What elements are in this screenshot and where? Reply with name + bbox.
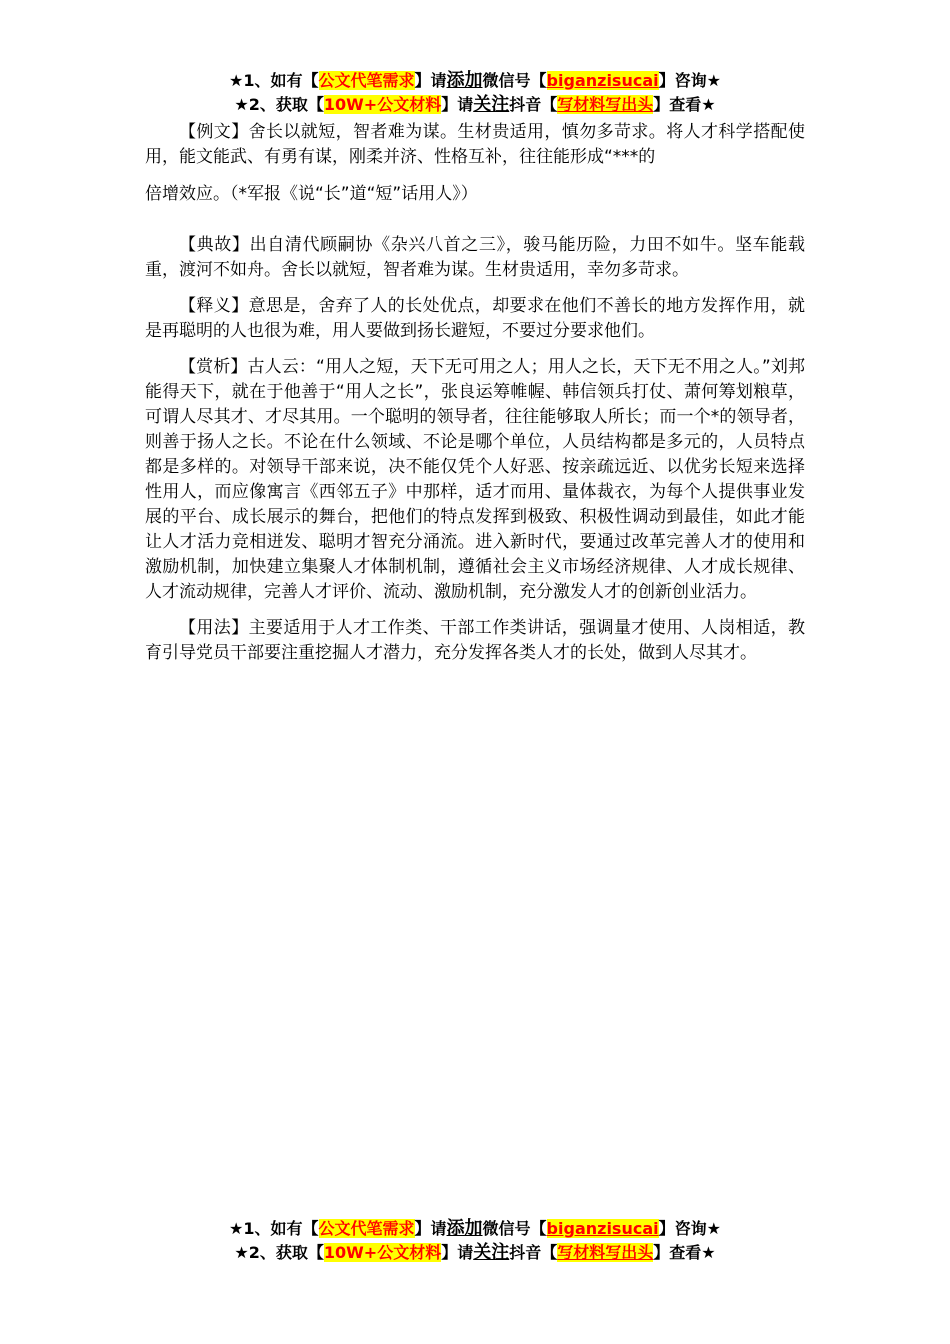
banner-text: 】查看★ bbox=[653, 1243, 716, 1262]
highlight-wechat-id: biganzisucai bbox=[546, 1219, 659, 1238]
emphasis-follow: 关注 bbox=[473, 94, 510, 115]
banner-text: 】请 bbox=[441, 95, 474, 114]
banner-text: ★2、获取【 bbox=[234, 95, 324, 114]
emphasis-add: 添加 bbox=[446, 70, 483, 91]
highlight-materials: 10W+公文材料 bbox=[323, 1243, 442, 1262]
highlight-douyin-account: 写材料写出头 bbox=[557, 1243, 654, 1262]
header-banner bbox=[0, 69, 950, 117]
paragraph-meaning: 【释义】意思是，舍弃了人的长处优点，却要求在他们不善长的地方发挥作用，就是再聪明的人也很为难，用人要做到扬长避短，不要过分要求他们。 bbox=[145, 296, 805, 341]
banner-line-2 bbox=[0, 93, 950, 117]
paragraph-source: 【典故】出自清代顾嗣协《杂兴八首之三》，骏马能历险，力田不如牛。坚车能载重，渡河不如舟。舍长以就短，智者难为谋。生材贵适用，幸勿多苛求。 bbox=[145, 235, 805, 280]
banner-text: 抖音【 bbox=[509, 1243, 558, 1262]
emphasis-add: 添加 bbox=[446, 1218, 483, 1239]
emphasis-follow: 关注 bbox=[473, 1242, 510, 1263]
highlight-service: 公文代笔需求 bbox=[318, 1219, 415, 1238]
footer-banner bbox=[0, 1217, 950, 1265]
banner-line-1 bbox=[0, 69, 950, 93]
banner-text: 抖音【 bbox=[509, 95, 558, 114]
banner-text: 】请 bbox=[414, 1219, 447, 1238]
banner-text: 】咨询★ bbox=[658, 71, 721, 90]
paragraph-example bbox=[145, 120, 805, 207]
highlight-wechat-id: biganzisucai bbox=[546, 71, 659, 90]
paragraph-usage: 【用法】主要适用于人才工作类、干部工作类讲话，强调量才使用、人岗相适，教育引导党员干部要注重挖掘人才潜力，充分发挥各类人才的长处，做到人尽其才。 bbox=[145, 618, 805, 663]
banner-text: 】咨询★ bbox=[658, 1219, 721, 1238]
example-text: 【例文】舍长以就短，智者难为谋。生材贵适用，慎勿多苛求。将人才科学搭配使用，能文能武、有勇有谋，刚柔并济、性格互补，往往能形成“***的 bbox=[145, 122, 805, 167]
paragraph-analysis: 【赏析】古人云：“用人之短，天下无可用之人；用人之长，天下无不用之人。”刘邦能得天下，就在于他善于“用人之长”，张良运筹帷幄、韩信领兵打仗、萧何筹划粮草，可谓人尽其才、才尽其用。一个聪明的领导者，往往能够取人所长；而一个*的领导者，则善于扬人之长。不论在什么领域、不论是哪个单位，人员结构都是多元的，人员特点都是多样的。对领导干部来说，决不能仅凭个人好恶、按亲疏远近、以优劣长短来选择性用人，而应像寓言《西邻五子》中那样，适才而用、量体裁衣，为每个人提供事业发展的平台、成长展示的舞台，把他们的特点发挥到极致、积极性调动到最佳，如此才能让人才活力竞相迸发、聪明才智充分涌流。进入新时代，要通过改革完善人才的使用和激励机制，加快建立集聚人才体制机制，遵循社会主义市场经济规律、人才成长规律、人才流动规律，完善人才评价、流动、激励机制，充分激发人才的创新创业活力。 bbox=[145, 357, 805, 602]
highlight-douyin-account: 写材料写出头 bbox=[557, 95, 654, 114]
example-tail: 倍增效应。（*军报《说“长”道“短”话用人》） bbox=[145, 184, 478, 204]
highlight-service: 公文代笔需求 bbox=[318, 71, 415, 90]
banner-text: 微信号【 bbox=[482, 1219, 547, 1238]
banner-text: 微信号【 bbox=[482, 71, 547, 90]
banner-text: ★2、获取【 bbox=[234, 1243, 324, 1262]
highlight-materials: 10W+公文材料 bbox=[323, 95, 442, 114]
banner-text: 】请 bbox=[414, 71, 447, 90]
banner-text: 】请 bbox=[441, 1243, 474, 1262]
banner-text: ★1、如有【 bbox=[229, 1219, 319, 1238]
banner-line-1 bbox=[0, 1217, 950, 1241]
banner-text: ★1、如有【 bbox=[229, 71, 319, 90]
banner-text: 】查看★ bbox=[653, 95, 716, 114]
banner-line-2 bbox=[0, 1241, 950, 1265]
article-body bbox=[145, 120, 805, 666]
